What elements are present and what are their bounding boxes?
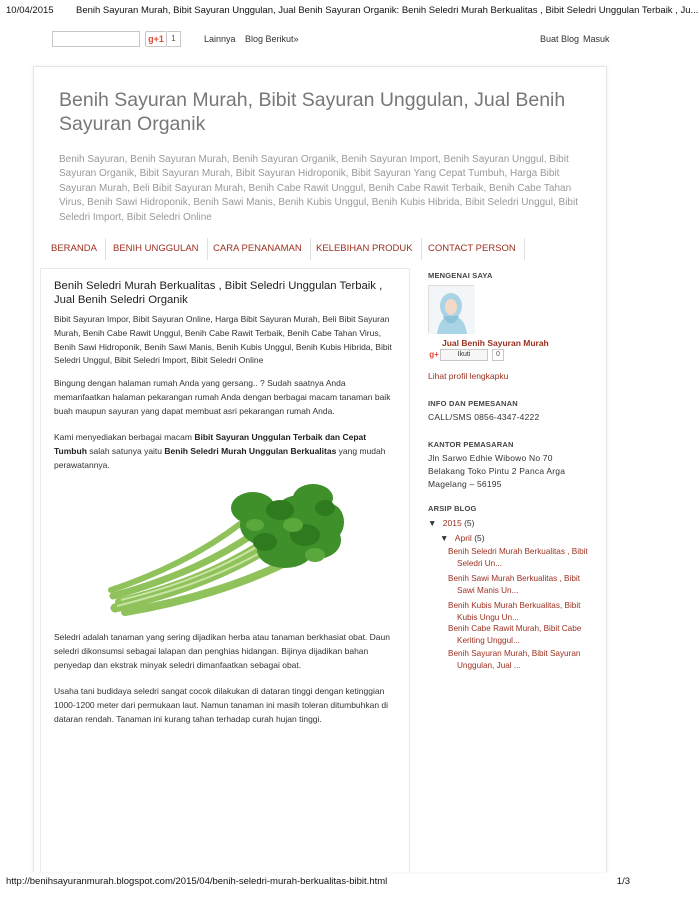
archive-month-count: (5) [474, 533, 485, 543]
create-blog-link[interactable]: Buat Blog [540, 34, 580, 44]
print-page-number: 1/3 [616, 876, 630, 887]
post-paragraph-1: Seledri adalah tanaman yang sering dijadikan herba atau tanaman berkhasiat obat. Daun seledri dikonsumsi sebagai lalapan dan penghias hidangan. Bijinya dijadikan bahan penyedap dan ekstrak minyak seledri dimanfaatkan sebagai obat. [54, 632, 390, 670]
offer-text-end: yang mudah perawatannya. [54, 445, 386, 470]
tab-cara-penanaman[interactable]: CARA PENANAMAN [205, 238, 311, 260]
about-heading: MENGENAI SAYA [428, 271, 493, 280]
archive-post-link[interactable] [448, 573, 593, 596]
archive-post-title: Benih Kubis Murah Berkualitas, Bibit Kubis Ungu Un... [448, 601, 581, 622]
profile-name-link[interactable]: Jual Benih Sayuran Murah [442, 338, 549, 348]
archive-post-link[interactable] [448, 623, 593, 646]
info-phone: CALL/SMS 0856-4347-4222 [428, 412, 540, 422]
archive-post-link[interactable] [448, 648, 593, 671]
archive-month-link[interactable]: April [454, 533, 472, 543]
follow-widget [428, 349, 504, 361]
gplus-count: 1 [167, 31, 181, 47]
archive-month-toggle-icon[interactable]: ▼ [440, 533, 449, 543]
archive-post-title: Benih Seledri Murah Berkualitas , Bibit Seledri Un... [448, 547, 588, 568]
archive-year-toggle-icon[interactable]: ▼ [428, 518, 437, 528]
tab-beranda[interactable]: BERANDA [43, 238, 106, 260]
post-offer-paragraph [54, 431, 398, 472]
archive-year-count: (5) [464, 518, 475, 528]
offer-bold-1: Bibit Sayuran Unggulan Terbaik dan Cepat Tumbuh [54, 432, 367, 456]
archive-post-title: Benih Sawi Murah Berkualitas , Bibit Sawi Manis Un... [448, 574, 580, 595]
office-line-3: Magelang – 56195 [428, 479, 502, 489]
follow-button[interactable]: Ikuti [440, 349, 488, 361]
next-blog-link[interactable]: Blog Berikut» [245, 34, 299, 44]
offer-bold-2: Benih Seledri Murah Unggulan Berkualitas [164, 445, 337, 456]
office-line-2: Belakang Toko Pintu 2 Panca Arga [428, 466, 566, 476]
archive-post-title: Benih Sayuran Murah, Bibit Sayuran Unggulan, Jual ... [448, 649, 581, 670]
office-line-1: Jln Sarwo Edhie Wibowo No 70 [428, 453, 553, 463]
blogger-navbar [0, 28, 638, 52]
blog-title[interactable]: Benih Sayuran Murah, Bibit Sayuran Unggulan, Jual Benih Sayuran Organik [59, 89, 566, 135]
offer-text-mid: salah satunya yaitu [86, 445, 165, 456]
archive-year [428, 518, 474, 528]
archive-post-link[interactable] [448, 600, 593, 623]
page-tabs [43, 238, 528, 260]
gplus-button[interactable]: g+1 [145, 31, 167, 47]
archive-post-title: Benih Cabe Rawit Murah, Bibit Cabe Keriting Unggul... [448, 624, 582, 645]
print-url: http://benihsayuranmurah.blogspot.com/2015/04/benih-seledri-murah-berkualitas-bibit.html [6, 876, 388, 887]
post-title[interactable]: Benih Seledri Murah Berkualitas , Bibit Seledri Unggulan Terbaik , Jual Benih Seledri Organik [54, 280, 383, 306]
more-link[interactable]: Lainnya [204, 34, 236, 44]
profile-avatar[interactable] [428, 285, 474, 333]
print-date: 10/04/2015 [6, 5, 54, 16]
post-paragraph-2: Usaha tani budidaya seledri sangat cocok dilakukan di dataran tinggi dengan ketinggian 1000-1200 meter dari permukaan laut. Namun tanaman ini masih toleran ditumbuhkan di dataran rendah. Tanaman ini kurang tahan terhadap curah hujan tinggi. [54, 686, 389, 724]
print-footer [0, 876, 638, 896]
blog-description: Benih Sayuran, Benih Sayuran Murah, Benih Sayuran Organik, Benih Sayuran Import, Benih Sayuran Unggul, Bibit Sayuran Organik, Bibit Sayuran Murah, Bibit Sayuran Hidroponik, Bibit Sayuran Yang Cepat Tumbuh, Harga Bibit Sayuran Murah, Beli Bibit Sayuran Murah, Benih Cabe Rawit Unggul, Benih Cabe Rawit Terbaik, Benih Cabe Tahan Virus, Benih Sawi Hidroponik, Benih Sawi Manis, Benih Kubis Unggul, Benih Kubis Hibrida, Bibit Seledri Unggul, Bibit Seledri Import, Bibit Seledri Online [59, 154, 578, 223]
sign-in-link[interactable]: Masuk [583, 34, 610, 44]
post-tags-paragraph: Bibit Sayuran Impor, Bibit Sayuran Online, Harga Bibit Sayuran Murah, Beli Bibit Sayuran Murah, Benih Cabe Rawit Unggul, Benih Cabe Rawit Terbaik, Benih Cabe Tahan Virus, Benih Sawi Hidroponik, Benih Sawi Manis, Benih Kubis Unggul, Benih Kubis Hibrida, Bibit Seledri Unggul, Bibit Seledri Import, Bibit Seledri Online [54, 314, 392, 366]
tab-contact-person[interactable]: CONTACT PERSON [420, 238, 525, 260]
tab-kelebihan-produk[interactable]: KELEBIHAN PRODUK [308, 238, 422, 260]
gplus-icon: g+ [429, 350, 439, 359]
avatar-image [429, 286, 475, 334]
tab-benih-unggulan[interactable]: BENIH UNGGULAN [105, 238, 208, 260]
office-heading: KANTOR PEMASARAN [428, 440, 514, 449]
view-profile-link[interactable]: Lihat profil lengkapku [428, 371, 509, 381]
print-page-title: Benih Sayuran Murah, Bibit Sayuran Unggulan, Jual Benih Sayuran Organik: Benih Seledri Murah Berkualitas , Bibit Seledri Unggulan Terbaik , Ju... [76, 5, 698, 16]
archive-post-link[interactable] [448, 546, 593, 569]
celery-image [105, 480, 345, 618]
search-input[interactable] [52, 31, 140, 47]
archive-month [440, 533, 485, 543]
follow-count: 0 [492, 349, 504, 361]
archive-year-link[interactable]: 2015 [442, 518, 462, 528]
offer-text: Kami menyediakan berbagai macam [54, 432, 195, 442]
info-heading: INFO DAN PEMESANAN [428, 399, 518, 408]
archive-heading: ARSIP BLOG [428, 504, 477, 513]
print-header [0, 0, 698, 20]
post-intro-paragraph: Bingung dengan halaman rumah Anda yang gersang.. ? Sudah saatnya Anda memanfaatkan halaman pekarangan rumah Anda dengan berbagai macam tanaman baik buah maupun sayuran yang dapat membuat asri pekarangan rumah Anda. [54, 378, 391, 416]
